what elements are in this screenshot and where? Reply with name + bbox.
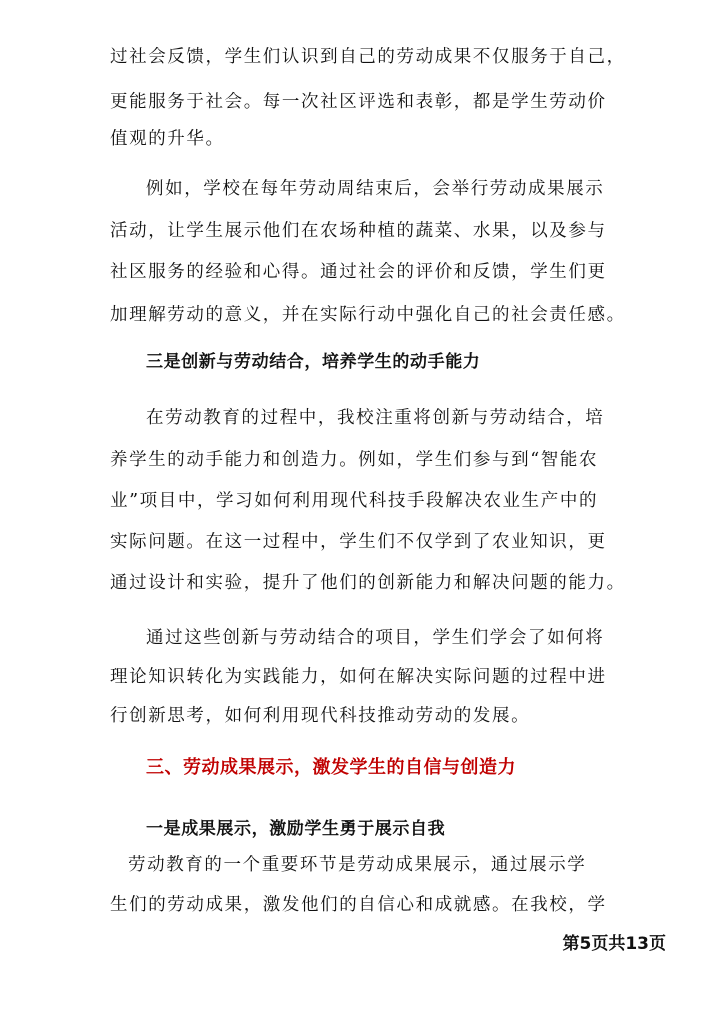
- paragraph-line: 理论知识转化为实践能力，如何在解决实际问题的过程中进: [110, 667, 607, 687]
- page-number: 第5页共13页: [562, 934, 666, 954]
- paragraph-line: 实际问题。在这一过程中，学生们不仅学到了农业知识，更: [110, 532, 607, 552]
- paragraph-line: 劳动教育的一个重要环节是劳动成果展示，通过展示学: [128, 855, 587, 875]
- paragraph-line: 更能服务于社会。每一次社区评选和表彰，都是学生劳动价: [110, 92, 607, 112]
- paragraph-line: 通过这些创新与劳动结合的项目，学生们学会了如何将: [146, 628, 605, 648]
- subheading-innovation: 三是创新与劳动结合，培养学生的动手能力: [146, 352, 481, 372]
- paragraph-line: 通过设计和实验，提升了他们的创新能力和解决问题的能力。: [110, 573, 626, 593]
- section-heading: 三、劳动成果展示，激发学生的自信与创造力: [146, 757, 516, 778]
- paragraph-line: 例如，学校在每年劳动周结束后，会举行劳动成果展示: [146, 179, 605, 199]
- paragraph-line: 社区服务的经验和心得。通过社会的评价和反馈，学生们更: [110, 262, 607, 282]
- paragraph-line: 行创新思考，如何利用现代科技推动劳动的发展。: [110, 706, 531, 726]
- paragraph-line: 在劳动教育的过程中，我校注重将创新与劳动结合，培: [146, 408, 605, 428]
- paragraph-line: 过社会反馈，学生们认识到自己的劳动成果不仅服务于自己，: [110, 47, 626, 67]
- paragraph-line: 加理解劳动的意义，并在实际行动中强化自己的社会责任感。: [110, 305, 626, 325]
- paragraph-line: 养学生的动手能力和创造力。例如，学生们参与到“智能农: [110, 450, 599, 470]
- subheading-showcase: 一是成果展示，激励学生勇于展示自我: [146, 819, 446, 839]
- paragraph-line: 生们的劳动成果，激发他们的自信心和成就感。在我校，学: [110, 895, 607, 915]
- paragraph-line: 活动，让学生展示他们在农场种植的蔬菜、水果，以及参与: [110, 221, 607, 241]
- paragraph-line: 业”项目中，学习如何利用现代科技手段解决农业生产中的: [110, 491, 599, 511]
- paragraph-line: 值观的升华。: [110, 129, 225, 149]
